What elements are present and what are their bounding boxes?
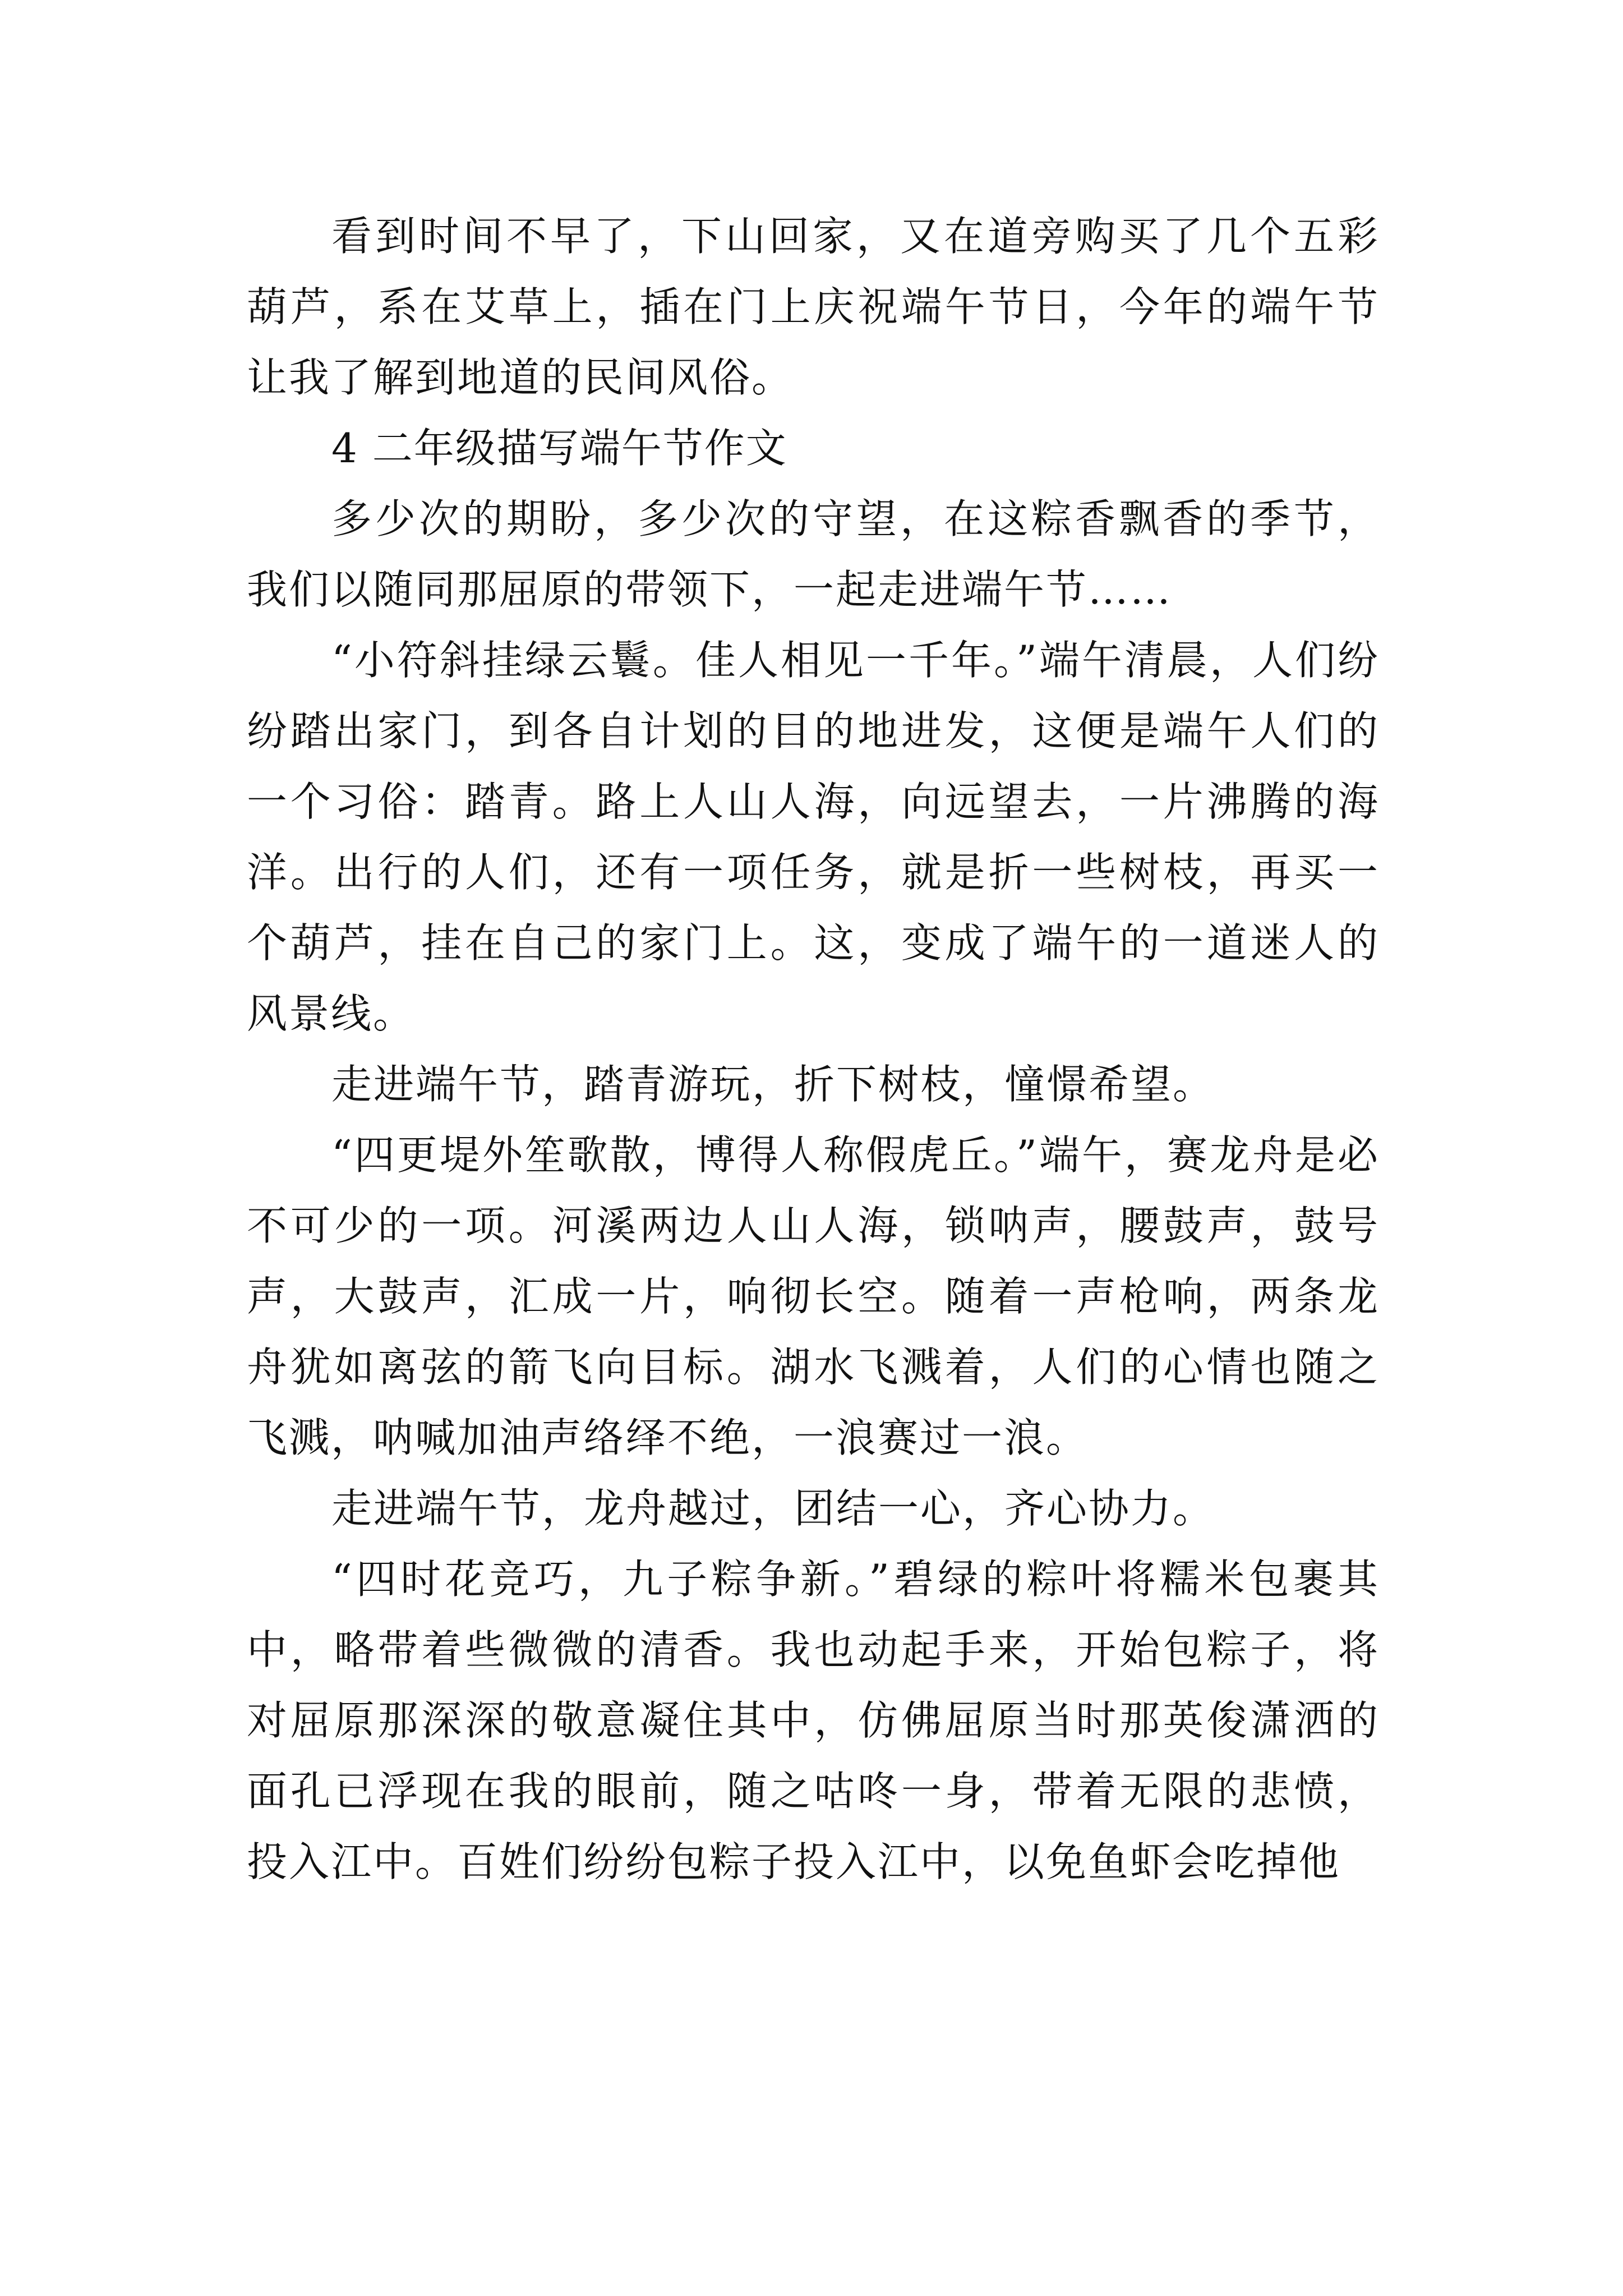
document-body — [247, 201, 1380, 1897]
paragraph-outing: “小符斜挂绿云鬟。佳人相见一千年。”端午清晨，人们纷纷踏出家门，到各自计划的目的地进发，这便是端午人们的一个习俗：踏青。路上人山人海，向远望去，一片沸腾的海洋。出行的人们，还有一项任务，就是折一些树枝，再买一个葫芦，挂在自己的家门上。这，变成了端午的一道迷人的风景线。 — [247, 637, 1380, 1037]
essay-heading: 4 二年级描写端午节作文 — [331, 425, 787, 472]
paragraph-zongzi: “四时花竞巧，九子粽争新。”碧绿的粽叶将糯米包裹其中，略带着些微微的清香。我也动起手来，开始包粽子，将对屈原那深深的敬意凝住其中，仿佛屈原当时那英俊潇洒的面孔已浮现在我的眼前，随之咕咚一身，带着无限的悲愤，投入江中。百姓们纷纷包粽子投入江中，以免鱼虾会吃掉他 — [247, 1556, 1380, 1885]
paragraph-dragon-boat-summary: 走进端午节，龙舟越过，团结一心，齐心协力。 — [331, 1485, 1215, 1532]
paragraph-intro: 多少次的期盼，多少次的守望，在这粽香飘香的季节，我们以随同那屈原的带领下，一起走进端午节…… — [247, 495, 1380, 613]
paragraph-dragon-boat: “四更堤外笙歌散，博得人称假虎丘。”端午，赛龙舟是必不可少的一项。河溪两边人山人海，锁呐声，腰鼓声，鼓号声，大鼓声，汇成一片，响彻长空。随着一声枪响，两条龙舟犹如离弦的箭飞向目标。湖水飞溅着，人们的心情也随之飞溅，呐喊加油声络绎不绝，一浪赛过一浪。 — [247, 1131, 1380, 1461]
paragraph-outing-summary: 走进端午节，踏青游玩，折下树枝，憧憬希望。 — [331, 1061, 1215, 1108]
paragraph-closing-previous-essay: 看到时间不早了，下山回家，又在道旁购买了几个五彩葫芦，系在艾草上，插在门上庆祝端午节日，今年的端午节让我了解到地道的民间风俗。 — [247, 213, 1380, 401]
